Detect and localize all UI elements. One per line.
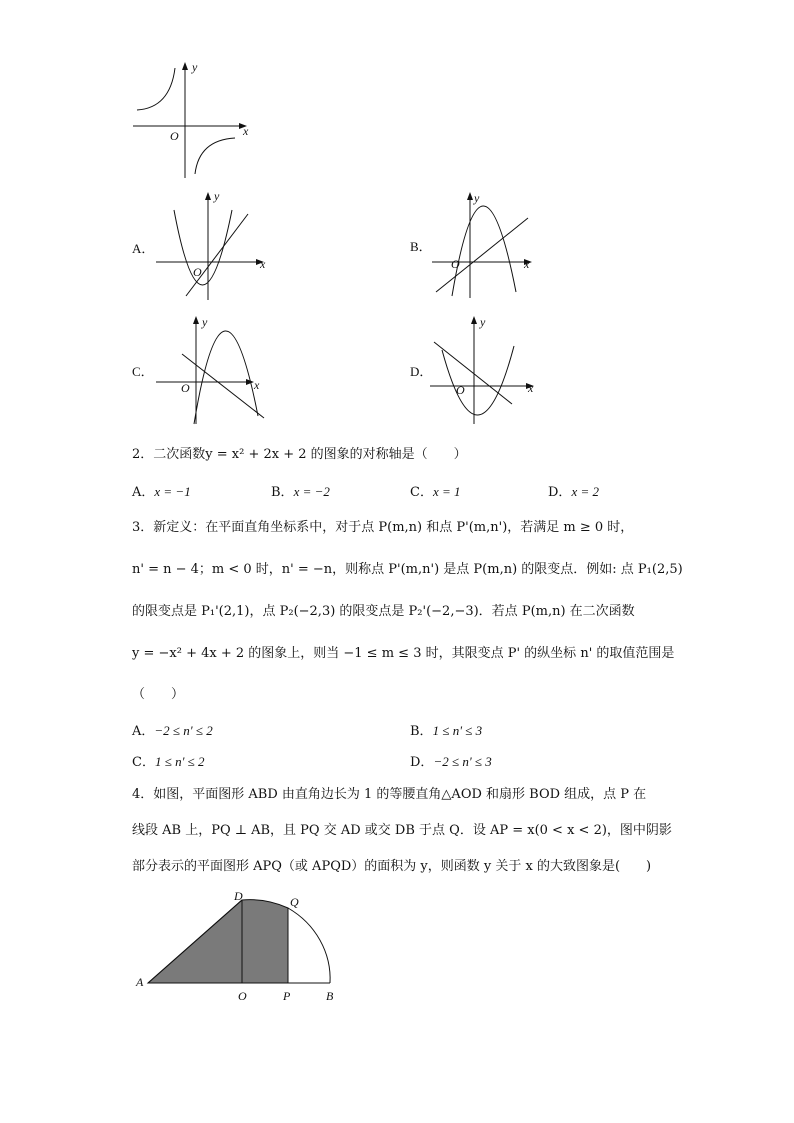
q3-option-a-letter: A． — [132, 724, 155, 739]
shaded-region — [148, 900, 288, 983]
q3-option-d-text: −2 ≤ n' ≤ 3 — [433, 754, 492, 769]
y-axis-label: y — [214, 190, 220, 203]
y-axis-label: y — [480, 315, 486, 329]
q2-option-c-text: x = 1 — [432, 484, 461, 499]
y-axis-label: y — [474, 191, 480, 205]
q3-option-d-letter: D． — [410, 755, 434, 770]
y-axis-arrow — [205, 192, 211, 200]
straight-line — [186, 214, 248, 296]
q2-option-d-letter: D． — [548, 485, 572, 500]
q4-line-1: 4．如图，平面图形 ABD 由直角边长为 1 的等腰直角△AOD 和扇形 BOD 组成，点 P 在 — [132, 787, 647, 802]
q3-line-2: n' = n − 4；m < 0 时，n' = −n，则称点 P'(m,n') 是点 P(m,n) 的限变点．例如: 点 P₁(2,5) — [132, 562, 683, 577]
point-label-q: Q — [290, 895, 299, 909]
q4-line-3: 部分表示的平面图形 APQ（或 APQD）的面积为 y，则函数 y 关于 x 的大致图象是( ) — [132, 859, 652, 874]
x-axis-label: x — [243, 124, 249, 138]
q4-line-2: 线段 AB 上，PQ ⊥ AB，且 PQ 交 AD 或交 DB 于点 Q．设 AP = x(0 < x < 2)，图中阴影 — [132, 823, 672, 838]
q1-option-d-letter[interactable]: D． — [410, 364, 433, 379]
q1-given-graph — [125, 58, 255, 183]
origin-label: O — [181, 381, 190, 395]
q1-option-b-letter[interactable]: B． — [410, 239, 432, 254]
q2-option-b-letter: B． — [271, 485, 294, 500]
y-axis-arrow — [467, 192, 473, 200]
q4-figure — [130, 888, 350, 1010]
point-label-a: A — [136, 975, 144, 989]
x-axis-label: x — [528, 381, 534, 395]
q1-option-a-letter[interactable]: A． — [132, 241, 155, 256]
q3-line-3: 的限变点是 P₁'(2,1)，点 P₂(−2,3) 的限变点是 P₂'(−2,−3)．若点 P(m,n) 在二次函数 — [132, 604, 635, 619]
y-axis-arrow — [471, 316, 477, 324]
hyperbola-left-branch — [137, 68, 175, 110]
q2-option-b-text: x = −2 — [293, 484, 330, 499]
q3-option-a[interactable] — [132, 722, 213, 741]
q1-option-a-graph[interactable] — [150, 190, 275, 305]
sector-outline — [288, 908, 330, 983]
q2-option-c[interactable] — [410, 483, 461, 502]
q2-option-c-letter: C． — [410, 485, 433, 500]
q3-option-c-letter: C． — [132, 755, 155, 770]
q1-option-b-graph[interactable] — [428, 188, 543, 303]
q3-option-b[interactable] — [410, 722, 482, 741]
y-axis-label: y — [192, 60, 198, 74]
q1-option-c-graph[interactable] — [150, 312, 270, 427]
q3-line-4: y = −x² + 4x + 2 的图象上，则当 −1 ≤ m ≤ 3 时，其限变点 P' 的纵坐标 n' 的取值范围是 — [132, 646, 675, 661]
q2-option-d[interactable] — [548, 483, 599, 502]
q3-option-b-text: 1 ≤ n' ≤ 3 — [432, 723, 483, 738]
origin-label: O — [193, 265, 202, 279]
origin-label: O — [456, 383, 465, 397]
q1-option-c-letter[interactable]: C． — [132, 364, 154, 379]
parabola-curve — [194, 331, 258, 424]
straight-line — [434, 342, 512, 404]
point-label-o: O — [238, 989, 247, 1003]
q2-option-a-letter: A． — [132, 485, 155, 500]
point-label-p: P — [283, 989, 291, 1003]
q3-line-5: （ ） — [132, 687, 185, 702]
x-axis-label: x — [524, 257, 530, 271]
q3-option-d[interactable] — [410, 753, 492, 772]
q2-option-d-text: x = 2 — [571, 484, 599, 499]
origin-label: O — [170, 129, 179, 143]
point-label-b: B — [326, 989, 334, 1003]
q3-option-b-letter: B． — [410, 724, 433, 739]
point-label-d: D — [234, 889, 243, 903]
y-axis-label: y — [202, 315, 208, 329]
y-axis-arrow — [182, 62, 188, 70]
q2-option-b[interactable] — [271, 483, 330, 502]
q3-option-a-text: −2 ≤ n' ≤ 2 — [154, 723, 213, 738]
q3-option-c[interactable] — [132, 753, 205, 772]
parabola-curve — [452, 206, 516, 296]
q1-option-d-graph[interactable] — [428, 312, 548, 427]
q3-option-c-text: 1 ≤ n' ≤ 2 — [154, 754, 205, 769]
x-axis-label: x — [260, 257, 266, 271]
q3-line-1: 3．新定义：在平面直角坐标系中，对于点 P(m,n) 和点 P'(m,n')，若满足 m ≥ 0 时， — [132, 520, 634, 535]
q2-stem: 2．二次函数y = x² + 2x + 2 的图象的对称轴是（ ） — [132, 447, 467, 462]
q2-option-a-text: x = −1 — [154, 484, 191, 499]
origin-label: O — [451, 257, 460, 271]
hyperbola-right-branch — [195, 138, 235, 174]
y-axis-arrow — [193, 316, 199, 324]
x-axis-label: x — [254, 378, 260, 392]
q2-option-a[interactable] — [132, 483, 191, 502]
